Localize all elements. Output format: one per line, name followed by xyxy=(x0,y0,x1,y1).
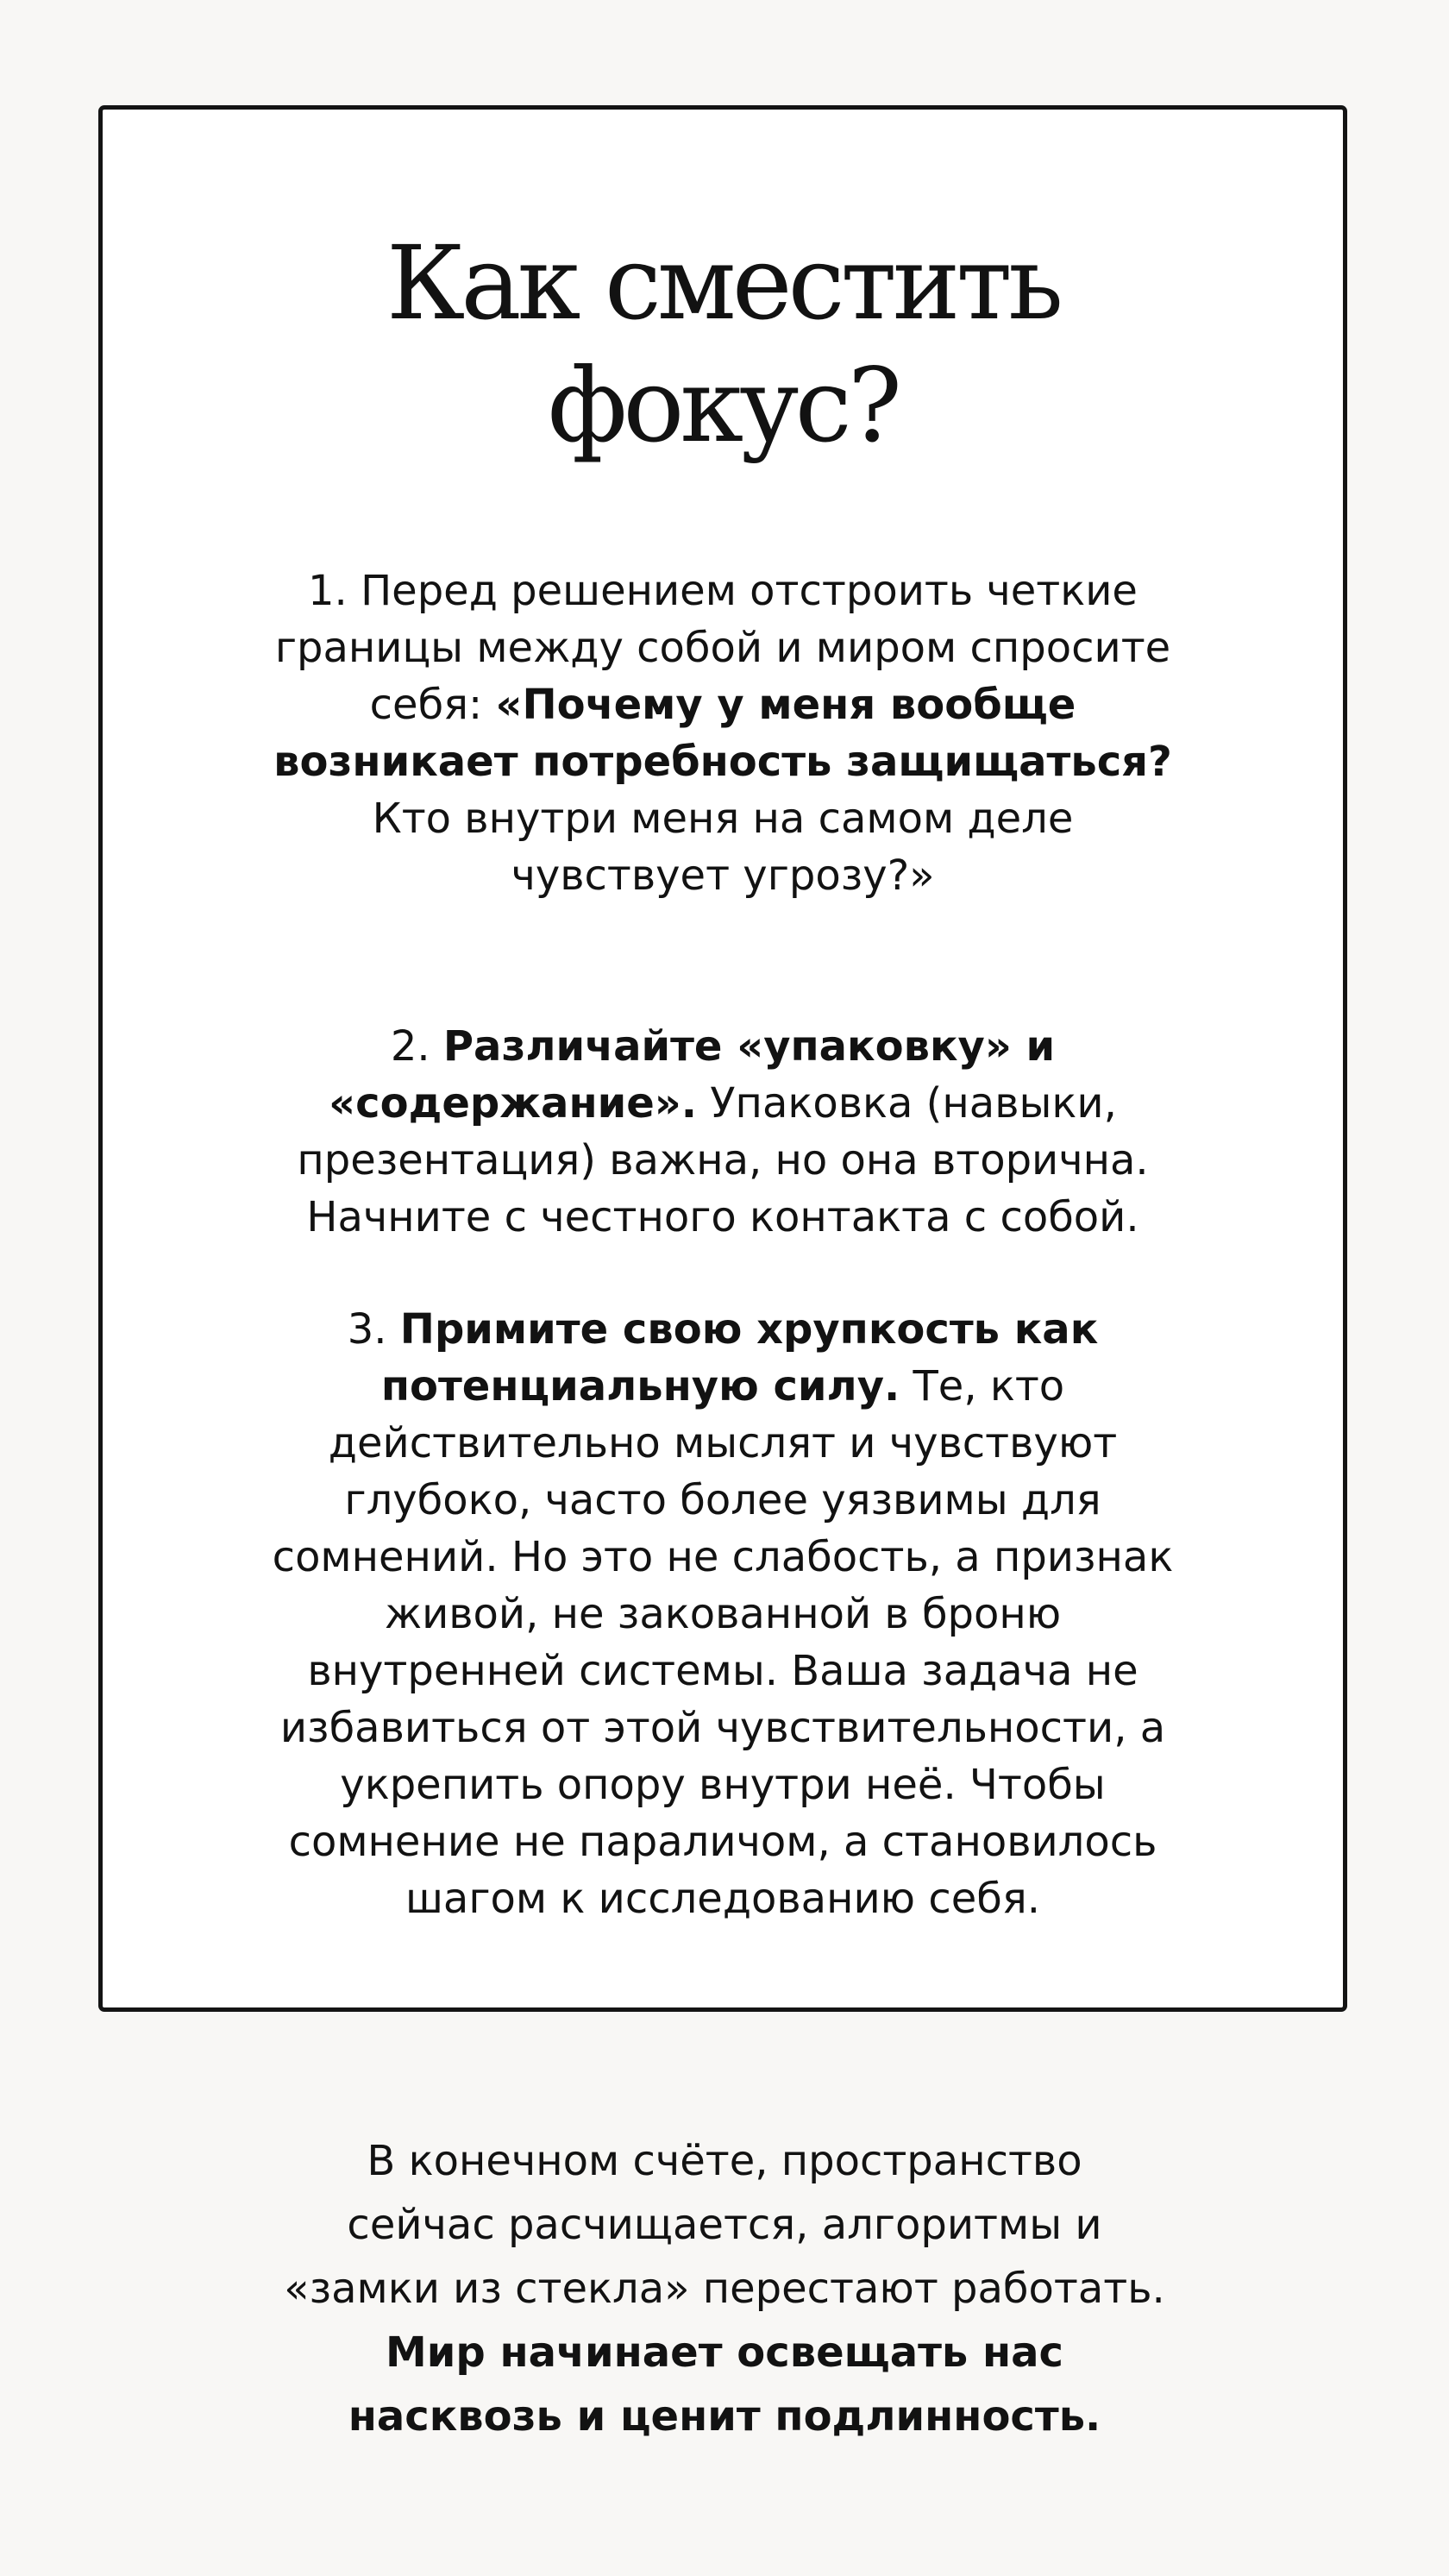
point-2-line-1 xyxy=(103,1018,1343,1075)
point-3-line-7: внутренней системы. Ваша задача не xyxy=(307,1647,1138,1695)
closing-emphasis-end: насквозь и ценит подлинность. xyxy=(348,2392,1101,2441)
point-2-paragraph xyxy=(103,1018,1343,1246)
point-1-line-3-text: себя: xyxy=(369,681,496,729)
point-3-line-8: избавиться от этой чувствительности, а xyxy=(279,1704,1166,1752)
point-3-line-3: действительно мыслят и чувствуют xyxy=(328,1419,1118,1467)
point-3-line-4: глубоко, часто более уязвимы для xyxy=(344,1476,1101,1524)
point-3-line-1 xyxy=(103,1301,1343,1358)
point-1-line-6: чувствует угрозу?» xyxy=(511,851,935,900)
closing-line-5 xyxy=(0,2384,1449,2448)
point-3-heading-end: потенциальную силу. xyxy=(380,1362,900,1411)
point-2-line-2 xyxy=(103,1075,1343,1132)
point-2-line-3: презентация) важна, но она вторична. xyxy=(297,1136,1149,1184)
point-1-line-3 xyxy=(103,676,1343,733)
point-1-line-2: границы между собой и миром спросите xyxy=(274,624,1171,672)
point-3-line-5: сомнений. Но это не слабость, а признак xyxy=(272,1533,1174,1581)
point-3-paragraph xyxy=(103,1301,1343,1927)
closing-paragraph xyxy=(0,2129,1449,2448)
point-2-heading-start: Различайте «упаковку» и xyxy=(442,1022,1056,1071)
point-3-line-2-text: Те, кто xyxy=(900,1362,1065,1411)
point-1-question-end: возникает потребность защищаться? xyxy=(273,738,1172,786)
point-3-number: 3. xyxy=(347,1305,400,1354)
content-card xyxy=(98,105,1347,2012)
point-3-line-10: сомнение не параличом, а становилось xyxy=(288,1818,1157,1866)
point-2-line-2-text: Упаковка (навыки, xyxy=(697,1079,1117,1128)
point-2-heading-end: «содержание». xyxy=(329,1079,698,1128)
point-1-line-4 xyxy=(103,733,1343,790)
point-3-line-11: шагом к исследованию себя. xyxy=(405,1875,1040,1923)
closing-emphasis-start: Мир начинает освещать нас xyxy=(386,2328,1063,2377)
card-title xyxy=(103,222,1343,467)
closing-line-1: В конечном счёте, пространство xyxy=(367,2137,1082,2185)
point-3-line-9: укрепить опору внутри неё. Чтобы xyxy=(340,1761,1106,1809)
card-title-line-2: фокус? xyxy=(548,346,898,465)
point-3-line-6: живой, не закованной в броню xyxy=(384,1590,1062,1638)
point-2-number: 2. xyxy=(390,1022,443,1071)
point-2-line-4: Начните с честного контакта с собой. xyxy=(306,1193,1139,1241)
point-1-line-5: Кто внутри меня на самом деле xyxy=(372,795,1074,843)
closing-line-4 xyxy=(0,2321,1449,2384)
closing-line-2: сейчас расчищается, алгоритмы и xyxy=(347,2201,1102,2249)
point-1-paragraph xyxy=(103,562,1343,904)
closing-line-3: «замки из стекла» перестают работать. xyxy=(284,2265,1165,2313)
point-3-line-2 xyxy=(103,1358,1343,1415)
point-1-line-1: 1. Перед решением отстроить четкие xyxy=(308,567,1138,615)
point-3-heading-start: Примите свою хрупкость как xyxy=(399,1305,1099,1354)
point-1-question-start: «Почему у меня вообще xyxy=(495,681,1076,729)
card-title-line-1: Как сместить xyxy=(386,223,1060,342)
